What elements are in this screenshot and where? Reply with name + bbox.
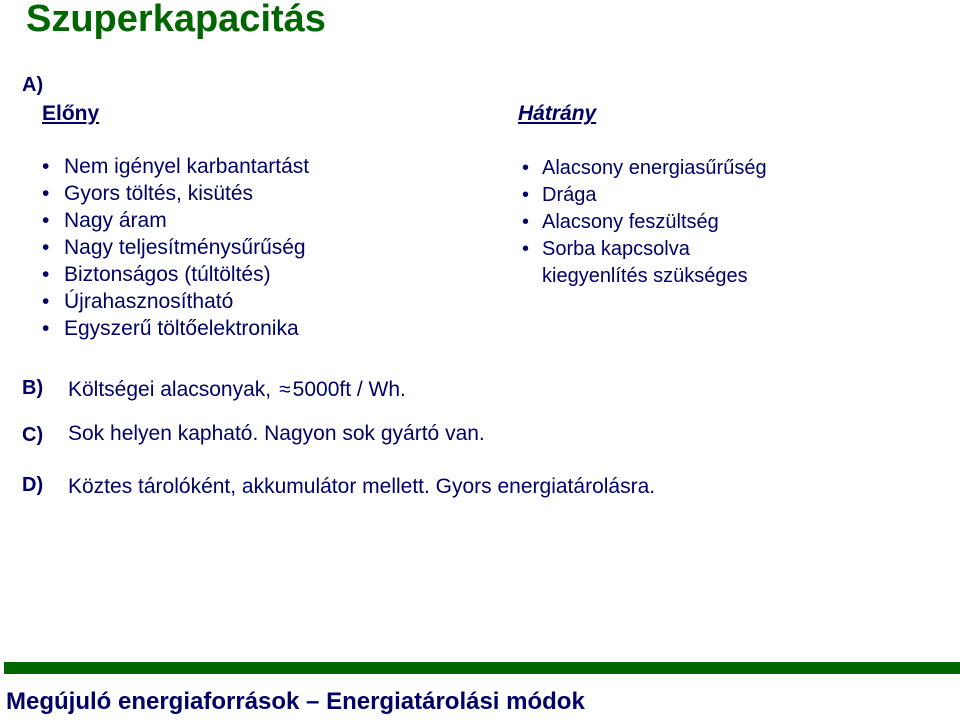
advantage-item: • Biztonságos (túltöltés) — [64, 261, 309, 288]
section-a-label: A) — [22, 74, 44, 96]
disadvantage-item-continuation: kiegyenlítés szükséges — [542, 265, 748, 287]
section-d-label: D) — [22, 474, 44, 496]
advantage-item: • Újrahasznosítható — [64, 288, 309, 315]
footer-title: Megújuló energiaforrások – Energiatárolási módok — [6, 688, 585, 715]
disadvantages-heading: Hátrány — [518, 102, 597, 125]
advantages-list — [64, 153, 309, 342]
disadvantage-item: • Sorba kapcsolva — [542, 236, 767, 263]
page-title: Szuperkapacitás — [26, 0, 326, 40]
cost-value: 5000ft / Wh. — [292, 378, 406, 401]
disadvantage-item: • Alacsony energiasűrűség — [542, 155, 767, 182]
advantage-item: • Egyszerű töltőelektronika — [64, 315, 309, 342]
advantage-item: • Nem igényel karbantartást — [64, 153, 309, 180]
advantage-item: • Nagy áram — [64, 207, 309, 234]
disadvantage-item: • Drága — [542, 182, 767, 209]
cost-text: Költségei alacsonyak, — [68, 378, 272, 401]
footer-bar — [4, 662, 960, 674]
disadvantages-list — [542, 155, 767, 290]
advantages-heading: Előny — [42, 102, 100, 125]
section-d-text: Köztes tárolóként, akkumulátor mellett. Gyors energiatárolásra. — [68, 475, 656, 498]
section-c-text: Sok helyen kapható. Nagyon sok gyártó van. — [68, 422, 485, 445]
approx-symbol: ≈ — [279, 378, 291, 401]
section-b-label: B) — [22, 377, 44, 399]
section-c-label: C) — [22, 424, 44, 446]
section-b-text — [68, 378, 406, 402]
advantage-item: • Gyors töltés, kisütés — [64, 180, 309, 207]
disadvantage-item: • Alacsony feszültség — [542, 209, 767, 236]
advantage-item: • Nagy teljesítménysűrűség — [64, 234, 309, 261]
